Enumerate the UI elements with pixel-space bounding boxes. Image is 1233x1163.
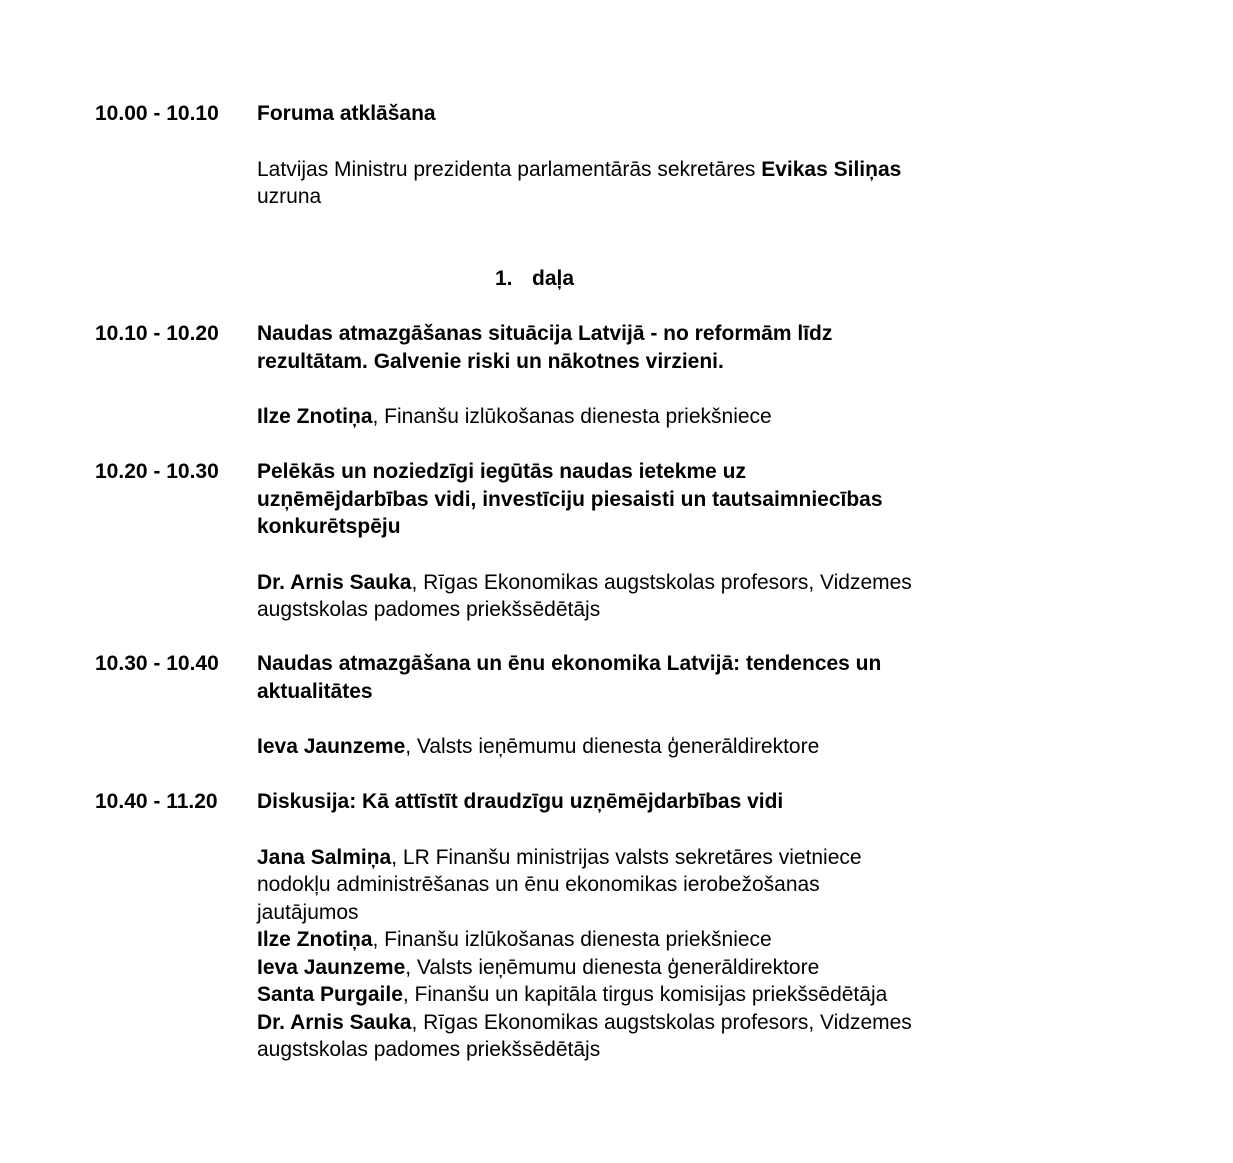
panelist-role: , Valsts ieņēmumu dienesta ģenerāldirektore <box>405 955 820 979</box>
speaker-role: , Rīgas Ekonomikas augstskolas profesors, Vidzemes augstskolas padomes priekšsēdētājs <box>257 570 912 621</box>
opening-speech-name: Evikas Siliņas <box>761 157 902 181</box>
panelist-name: Ilze Znotiņa <box>257 928 373 951</box>
panelist <box>257 1009 917 1064</box>
speaker-role: , Valsts ieņēmumu dienesta ģenerāldirektore <box>405 735 820 758</box>
agenda-time-session-1: 10.10 - 10.20 <box>95 322 219 345</box>
panelist-role: , Finanšu un kapitāla tirgus komisijas priekšsēdētāja <box>402 983 888 1006</box>
speaker-role: , Finanšu izlūkošanas dienesta priekšniece <box>372 405 772 428</box>
agenda-title-opening: Foruma atklāšana <box>257 102 436 125</box>
agenda-title-session-2: Pelēkās un noziedzīgi iegūtās naudas ietekme uz uzņēmējdarbības vidi, investīciju piesaisti un tautsaimniecības konkurētspēju <box>257 460 883 538</box>
panelist-role: , Rīgas Ekonomikas augstskolas profesors, Vidzemes augstskolas padomes priekšsēdētājs <box>257 1010 912 1061</box>
speaker-session-1 <box>257 403 917 431</box>
section-number: 1. <box>495 267 513 290</box>
agenda-title-session-3: Naudas atmazgāšana un ēnu ekonomika Latvijā: tendences un aktualitātes <box>257 652 882 703</box>
agenda-time-discussion: 10.40 - 11.20 <box>95 790 218 813</box>
panelist <box>257 954 917 982</box>
agenda-time-session-3: 10.30 - 10.40 <box>95 652 219 675</box>
agenda-item-session-2 <box>257 458 917 624</box>
speaker-session-2 <box>257 569 917 624</box>
agenda-item-session-1 <box>257 320 917 431</box>
panelist-name: Ieva Jaunzeme <box>257 955 406 979</box>
agenda-title-discussion: Diskusija: Kā attīstīt draudzīgu uzņēmējdarbības vidi <box>257 790 784 813</box>
opening-speech-suffix: uzruna <box>257 185 322 208</box>
speaker-name: Ilze Znotiņa <box>257 405 373 428</box>
panelist <box>257 844 917 927</box>
speaker-name: Dr. Arnis Sauka <box>257 570 412 594</box>
speaker-name: Ieva Jaunzeme <box>257 735 406 758</box>
panelist-list <box>257 844 917 1064</box>
agenda-item-discussion <box>257 788 917 1064</box>
panelist-role: , Finanšu izlūkošanas dienesta priekšniece <box>372 928 772 951</box>
panelist-name: Santa Purgaile <box>257 983 403 1006</box>
panelist-name: Dr. Arnis Sauka <box>257 1010 412 1034</box>
agenda-item-session-3 <box>257 650 917 761</box>
opening-speech <box>257 156 917 211</box>
speaker-session-3 <box>257 733 917 761</box>
agenda-item-opening <box>257 100 917 211</box>
panelist-role: , LR Finanšu ministrijas valsts sekretāres vietniece nodokļu administrēšanas un ēnu ekonomikas ierobežošanas jautājumos <box>257 845 862 924</box>
agenda-time-opening: 10.00 - 10.10 <box>95 102 219 125</box>
section-label: daļa <box>532 267 575 290</box>
section-heading-part1 <box>495 265 574 293</box>
agenda-title-session-1: Naudas atmazgāšanas situācija Latvijā - no reformām līdz rezultātam. Galvenie riski un nākotnes virzieni. <box>257 322 833 373</box>
panelist <box>257 926 917 954</box>
panelist-name: Jana Salmiņa <box>257 845 392 869</box>
opening-speech-prefix: Latvijas Ministru prezidenta parlamentārās sekretāres <box>257 157 762 181</box>
panelist <box>257 981 917 1009</box>
agenda-time-session-2: 10.20 - 10.30 <box>95 460 219 483</box>
